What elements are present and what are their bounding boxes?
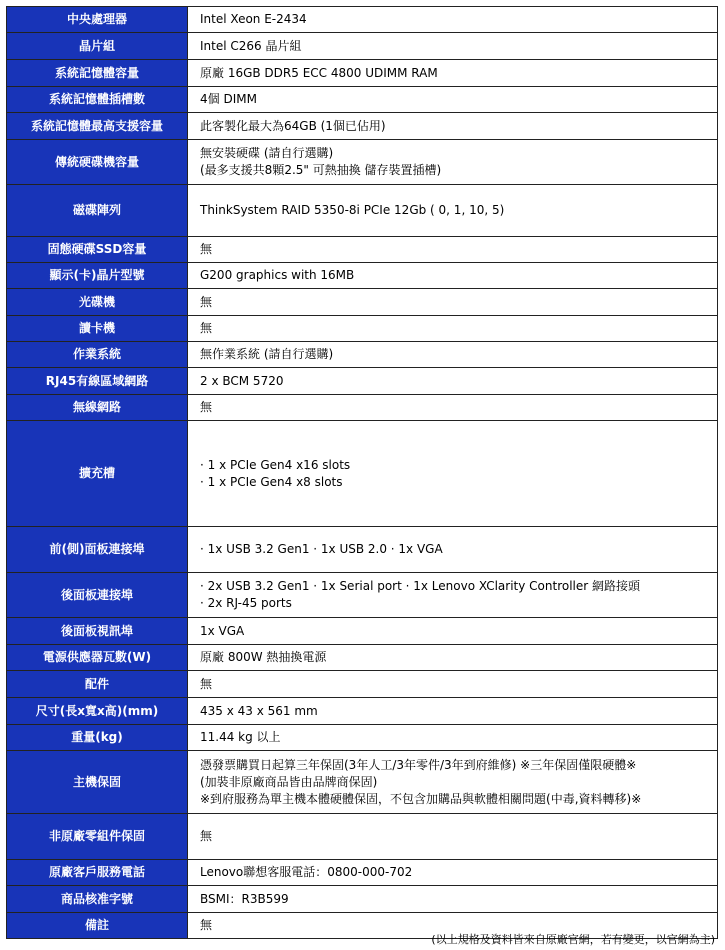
- spec-value: [188, 87, 718, 113]
- spec-value: [188, 316, 718, 342]
- spec-value: [188, 618, 718, 645]
- spec-value-line: 1x VGA: [200, 623, 245, 638]
- spec-value-line: 憑發票購買日起算三年保固(3年人工/3年零件/3年到府維修) ※三年保固僅限硬體※: [200, 757, 637, 772]
- spec-label: 後面板視訊埠: [7, 618, 188, 645]
- spec-label: 重量(kg): [7, 725, 188, 751]
- spec-label: 讀卡機: [7, 316, 188, 342]
- spec-value-line: 原廠 16GB DDR5 ECC 4800 UDIMM RAM: [200, 65, 438, 80]
- spec-row: [7, 237, 718, 263]
- spec-value: [188, 421, 718, 527]
- spec-value-line: 無: [200, 829, 213, 843]
- spec-row: [7, 751, 718, 814]
- spec-row: [7, 185, 718, 237]
- spec-value: [188, 60, 718, 87]
- spec-value: [188, 725, 718, 751]
- spec-row: [7, 573, 718, 618]
- spec-label: 傳統硬碟機容量: [7, 140, 188, 185]
- spec-value: [188, 751, 718, 814]
- spec-row: [7, 645, 718, 671]
- spec-row: [7, 113, 718, 140]
- spec-label: 擴充槽: [7, 421, 188, 527]
- spec-label: 主機保固: [7, 751, 188, 814]
- spec-value: [188, 289, 718, 316]
- spec-label: 系統記憶體最高支援容量: [7, 113, 188, 140]
- spec-value: [188, 263, 718, 289]
- spec-value: [188, 33, 718, 60]
- spec-row: [7, 7, 718, 33]
- spec-label: 系統記憶體容量: [7, 60, 188, 87]
- footnote: (以上規格及資料皆來自原廠官網，若有變更，以官網為主): [431, 933, 715, 946]
- spec-row: [7, 527, 718, 573]
- spec-value-line: ※到府服務為單主機本體硬體保固，不包含加購品與軟體相關問題(中毒,資料轉移)※: [200, 791, 642, 806]
- spec-row: [7, 87, 718, 113]
- spec-value: [188, 886, 718, 913]
- spec-label: 配件: [7, 671, 188, 698]
- spec-value-line: 4個 DIMM: [200, 92, 257, 106]
- spec-row: [7, 860, 718, 886]
- spec-label: 固態硬碟SSD容量: [7, 237, 188, 263]
- spec-row: [7, 421, 718, 527]
- spec-row: [7, 289, 718, 316]
- spec-value: [188, 527, 718, 573]
- spec-value: [188, 814, 718, 860]
- spec-value-line: BSMI：R3B599: [200, 891, 289, 906]
- spec-label: 前(側)面板連接埠: [7, 527, 188, 573]
- spec-value-line: G200 graphics with 16MB: [200, 268, 355, 282]
- spec-value: [188, 860, 718, 886]
- spec-label: 中央處理器: [7, 7, 188, 33]
- spec-value: [188, 698, 718, 725]
- spec-value-line: 原廠 800W 熱抽換電源: [200, 650, 327, 664]
- spec-value: [188, 395, 718, 421]
- spec-value-line: (最多支援共8顆2.5" 可熱抽換 儲存裝置插槽): [200, 163, 442, 177]
- spec-row: [7, 698, 718, 725]
- spec-table: [6, 6, 718, 939]
- spec-value-line: 435 x 43 x 561 mm: [200, 703, 318, 718]
- spec-value-line: 無: [200, 321, 213, 335]
- spec-row: [7, 395, 718, 421]
- spec-value: [188, 7, 718, 33]
- spec-value-line: · 1x USB 3.2 Gen1 · 1x USB 2.0 · 1x VGA: [200, 542, 443, 556]
- spec-value-line: · 1 x PCIe Gen4 x16 slots: [200, 457, 351, 472]
- spec-value-line: 無: [200, 242, 213, 256]
- spec-row: [7, 316, 718, 342]
- spec-value: [188, 237, 718, 263]
- spec-value: [188, 671, 718, 698]
- spec-value: [188, 645, 718, 671]
- spec-label: 無線網路: [7, 395, 188, 421]
- spec-label: 後面板連接埠: [7, 573, 188, 618]
- spec-value: [188, 342, 718, 368]
- spec-label: 晶片組: [7, 33, 188, 60]
- spec-row: [7, 263, 718, 289]
- spec-label: 商品核准字號: [7, 886, 188, 913]
- spec-value-line: Lenovo聯想客服電話：0800-000-702: [200, 865, 413, 879]
- spec-row: [7, 814, 718, 860]
- spec-row: [7, 618, 718, 645]
- spec-value-line: 無安裝硬碟 (請自行選購): [200, 146, 334, 160]
- spec-value-line: ThinkSystem RAID 5350-8i PCIe 12Gb ( 0, 1, 10, 5): [200, 203, 505, 217]
- spec-label: 系統記憶體插槽數: [7, 87, 188, 113]
- spec-label: 原廠客戶服務電話: [7, 860, 188, 886]
- spec-row: [7, 60, 718, 87]
- spec-value: [188, 185, 718, 237]
- spec-row: [7, 886, 718, 913]
- spec-value-line: 無作業系統 (請自行選購): [200, 347, 334, 361]
- spec-value-line: 2 x BCM 5720: [200, 373, 284, 388]
- spec-value-line: 無: [200, 294, 213, 309]
- spec-value: [188, 573, 718, 618]
- spec-value-line: Intel Xeon E-2434: [200, 12, 307, 26]
- spec-label: 作業系統: [7, 342, 188, 368]
- spec-label: 備註: [7, 913, 188, 939]
- spec-value-line: 無: [200, 400, 213, 414]
- spec-row: [7, 368, 718, 395]
- spec-value: [188, 140, 718, 185]
- spec-value-line: · 1 x PCIe Gen4 x8 slots: [200, 474, 343, 489]
- spec-label: 光碟機: [7, 289, 188, 316]
- spec-label: RJ45有線區域網路: [7, 368, 188, 395]
- spec-value-line: · 2x RJ-45 ports: [200, 596, 292, 610]
- spec-value-line: Intel C266 晶片組: [200, 38, 302, 53]
- spec-value: [188, 113, 718, 140]
- spec-label: 尺寸(長x寬x高)(mm): [7, 698, 188, 725]
- spec-row: [7, 33, 718, 60]
- spec-value: [188, 368, 718, 395]
- spec-value-line: 無: [200, 676, 213, 691]
- spec-value-line: 無: [200, 918, 213, 932]
- spec-value-line: · 2x USB 3.2 Gen1 · 1x Serial port · 1x Lenovo XClarity Controller 網路接頭: [200, 579, 641, 593]
- spec-value-line: 11.44 kg 以上: [200, 730, 281, 744]
- spec-label: 磁碟陣列: [7, 185, 188, 237]
- spec-row: [7, 140, 718, 185]
- spec-label: 顯示(卡)晶片型號: [7, 263, 188, 289]
- spec-value-line: (加裝非原廠商品皆由品牌商保固): [200, 774, 378, 789]
- spec-row: [7, 671, 718, 698]
- spec-label: 電源供應器瓦數(W): [7, 645, 188, 671]
- spec-row: [7, 342, 718, 368]
- spec-row: [7, 725, 718, 751]
- spec-label: 非原廠零組件保固: [7, 814, 188, 860]
- spec-value-line: 此客製化最大為64GB (1個已佔用): [200, 118, 386, 133]
